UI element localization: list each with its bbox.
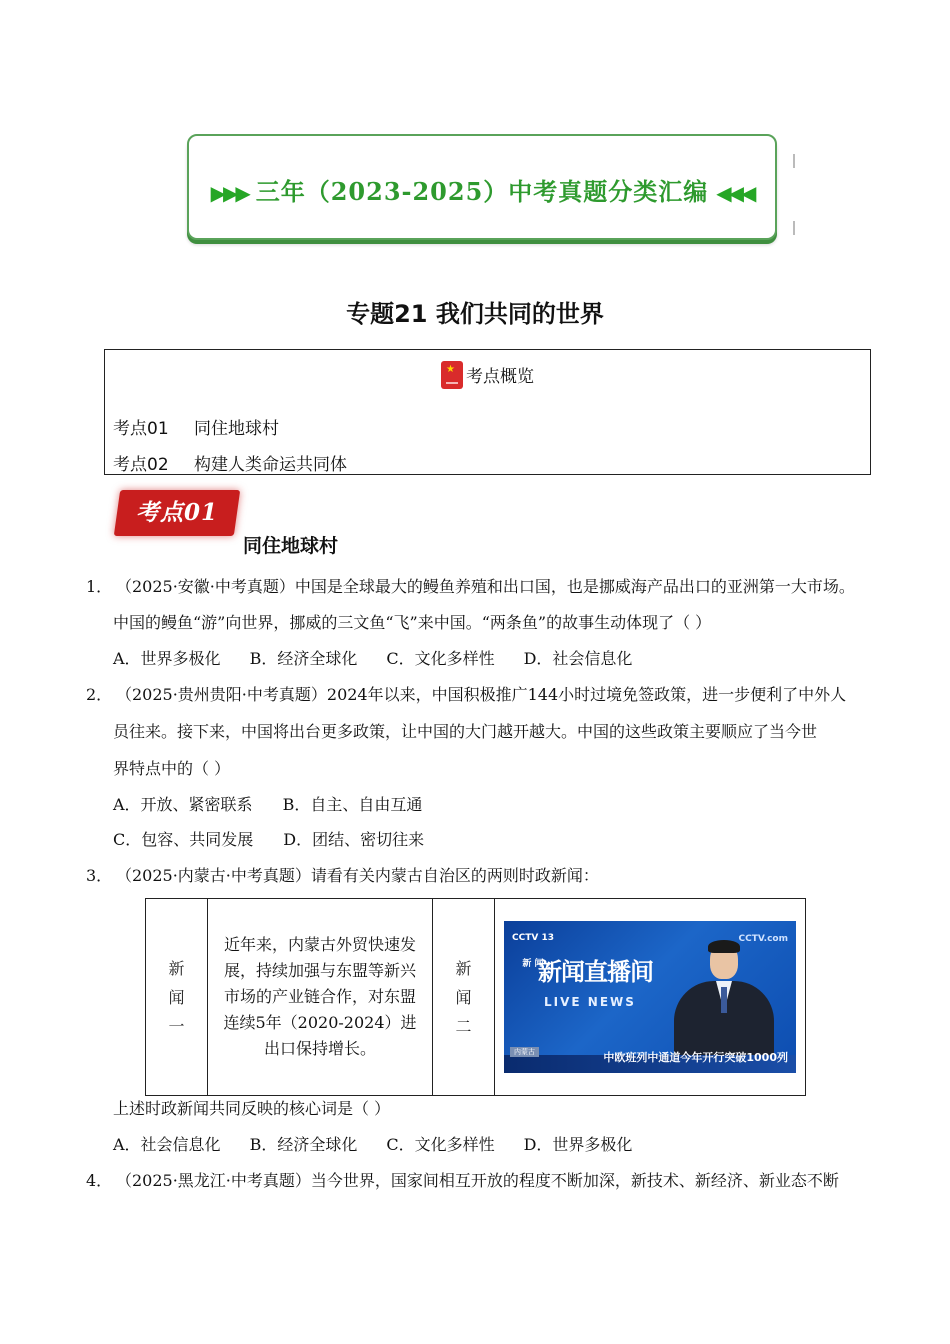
overview-item[interactable] bbox=[113, 450, 347, 475]
news-image-cell bbox=[495, 899, 806, 1096]
overview-item-code: 考点01 bbox=[113, 419, 169, 439]
anchor-tie bbox=[721, 987, 727, 1013]
news-label-char: 二 bbox=[455, 1016, 472, 1036]
anchor-hair bbox=[708, 940, 740, 953]
option-c[interactable]: C．包容、共同发展 bbox=[113, 830, 254, 849]
option-a[interactable]: A．世界多极化 bbox=[113, 649, 221, 668]
overview-box bbox=[104, 349, 871, 475]
cctv-corner-logo: CCTV.com bbox=[738, 934, 788, 944]
question-text: （2025·贵州贵阳·中考真题）2024年以来，中国积极推广144小时过境免签政策，进一步便利了中外人 bbox=[116, 685, 847, 704]
program-title: 新闻直播间 bbox=[538, 958, 653, 986]
option-a[interactable]: A．社会信息化 bbox=[113, 1135, 221, 1154]
channel-name: CCTV 13 bbox=[512, 933, 554, 943]
news-label-1 bbox=[146, 899, 208, 1096]
question-text: （2025·内蒙古·中考真题）请看有关内蒙古自治区的两则时政新闻： bbox=[116, 866, 599, 885]
section-title: 同住地球村 bbox=[243, 535, 339, 557]
option-d[interactable]: D．团结、密切往来 bbox=[283, 830, 425, 849]
overview-item[interactable] bbox=[113, 414, 279, 439]
banner-mark bbox=[793, 154, 795, 168]
option-b[interactable]: B．经济全球化 bbox=[249, 649, 358, 668]
question-text: 员往来。接下来，中国将出台更多政策，让中国的大门越开越大。中国的这些政策主要顺应了当今世 bbox=[113, 722, 818, 741]
header-banner bbox=[187, 134, 777, 240]
arrow-left-icon: ◀◀◀ bbox=[716, 181, 754, 205]
section-badge-text: 考点01 bbox=[135, 499, 218, 526]
question-text: 中国的鳗鱼“游”向世界，挪威的三文鱼“飞”来中国。“两条鱼”的故事生动体现了（ ） bbox=[113, 613, 712, 632]
channel-sub: 新 闻 bbox=[522, 959, 544, 969]
option-row bbox=[113, 1134, 661, 1156]
option-c[interactable]: C．文化多样性 bbox=[386, 649, 495, 668]
page-title: 专题21 我们共同的世界 bbox=[346, 300, 604, 328]
option-row bbox=[113, 648, 661, 670]
section-badge bbox=[114, 490, 240, 536]
overview-item-code: 考点02 bbox=[113, 455, 169, 475]
question-text: 界特点中的（ ） bbox=[113, 759, 231, 778]
question-text: 上述时政新闻共同反映的核心词是（ ） bbox=[113, 1099, 391, 1118]
overview-heading-text: 考点概览 bbox=[466, 367, 534, 387]
arrow-right-icon: ▶▶▶ bbox=[210, 181, 248, 205]
overview-heading bbox=[105, 362, 870, 391]
question-number: 1． bbox=[86, 577, 113, 596]
question-number: 2． bbox=[86, 685, 113, 704]
news-broadcast-image bbox=[504, 921, 796, 1073]
news-label-char: 新 bbox=[455, 958, 472, 978]
news-label-char: 闻 bbox=[455, 987, 472, 1007]
question-number: 4． bbox=[86, 1171, 113, 1190]
ticker-headline: 中欧班列中通道今年开行突破1000列 bbox=[603, 1051, 788, 1064]
banner-text: 三年（2023-2025）中考真题分类汇编 bbox=[255, 177, 709, 206]
banner-mark bbox=[793, 221, 795, 235]
question-number: 3． bbox=[86, 866, 113, 885]
option-b[interactable]: B．自主、自由互通 bbox=[282, 795, 423, 814]
option-a[interactable]: A．开放、紧密联系 bbox=[113, 795, 253, 814]
option-b[interactable]: B．经济全球化 bbox=[249, 1135, 358, 1154]
option-row bbox=[113, 829, 454, 851]
question-text: （2025·安徽·中考真题）中国是全球最大的鳗鱼养殖和出口国，也是挪威海产品出口的亚洲第一大市场。 bbox=[116, 577, 855, 596]
news-label-char: 一 bbox=[168, 1016, 185, 1036]
banner-title bbox=[189, 172, 775, 207]
ticker-location-tag: 内蒙古 bbox=[510, 1047, 539, 1057]
overview-item-name: 同住地球村 bbox=[194, 419, 279, 439]
news-label-2 bbox=[433, 899, 495, 1096]
book-icon bbox=[441, 361, 463, 389]
news-table bbox=[145, 898, 806, 1096]
program-subtitle: LIVE NEWS bbox=[544, 995, 636, 1009]
option-row bbox=[113, 794, 452, 816]
news-text-1: 近年来，内蒙古外贸快速发展，持续加强与东盟等新兴市场的产业链合作，对东盟连续5年（2020-2024）进出口保持增长。 bbox=[208, 899, 433, 1096]
option-c[interactable]: C．文化多样性 bbox=[386, 1135, 495, 1154]
option-d[interactable]: D．世界多极化 bbox=[523, 1135, 633, 1154]
news-label-char: 新 bbox=[168, 958, 185, 978]
question-text: （2025·黑龙江·中考真题）当今世界，国家间相互开放的程度不断加深，新技术、新经济、新业态不断 bbox=[116, 1171, 839, 1190]
news-label-char: 闻 bbox=[168, 987, 185, 1007]
overview-item-name: 构建人类命运共同体 bbox=[194, 455, 347, 475]
option-d[interactable]: D．社会信息化 bbox=[523, 649, 633, 668]
